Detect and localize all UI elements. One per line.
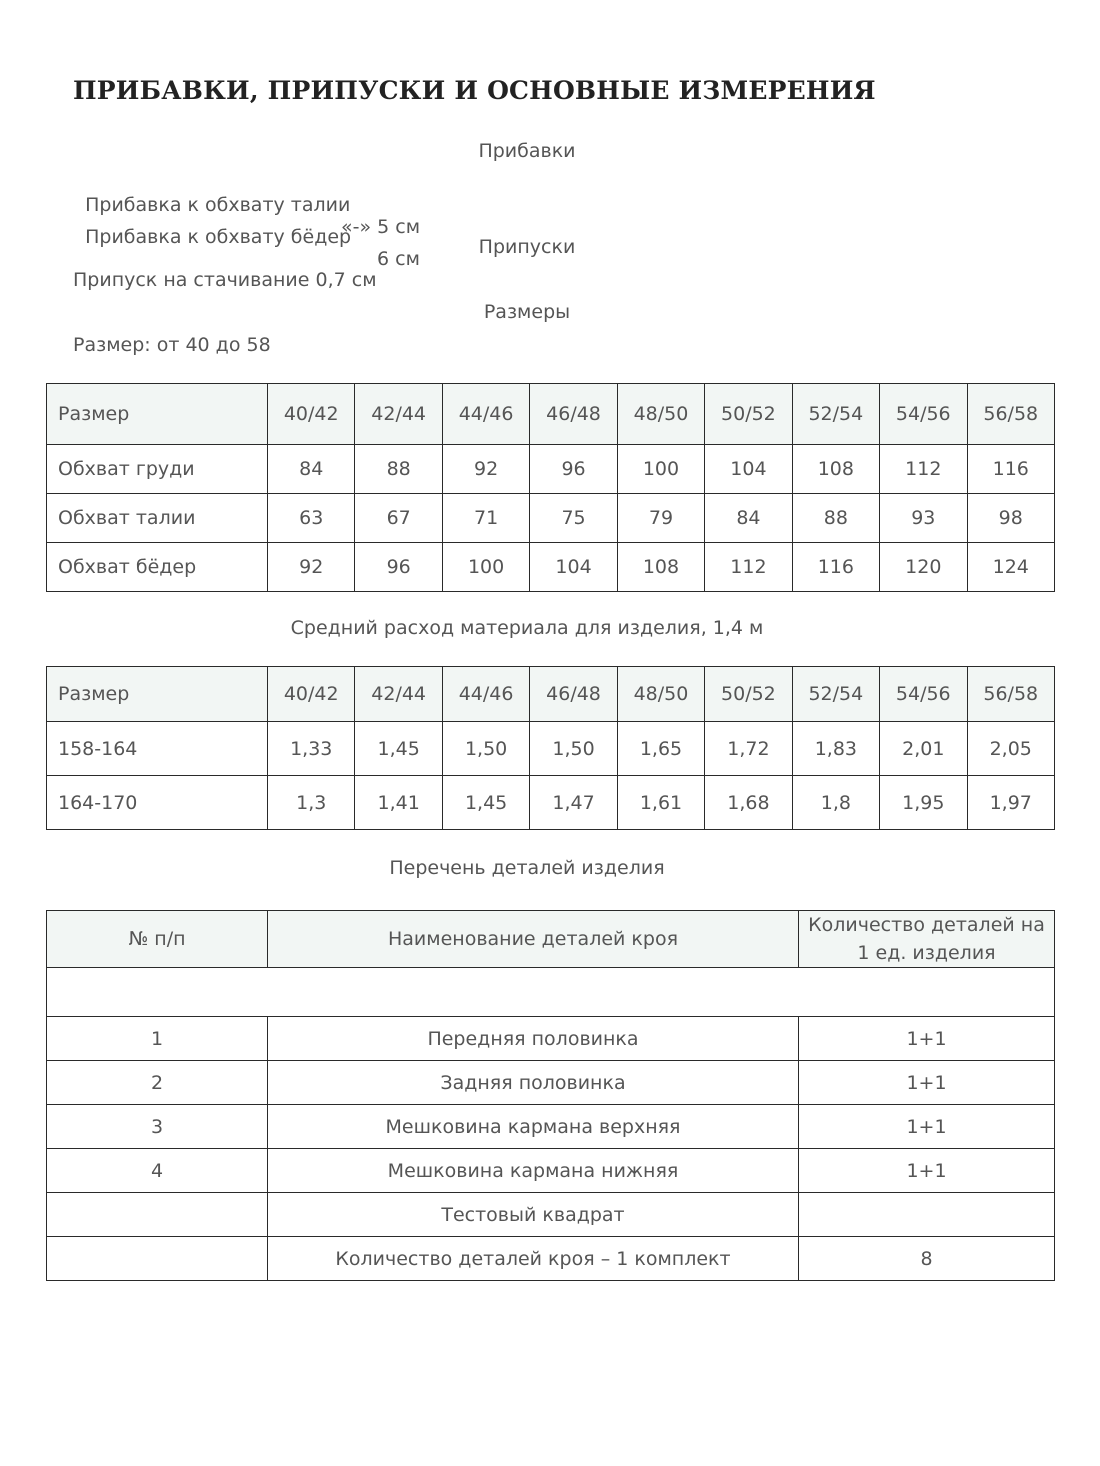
table-cell: 1,95 (880, 776, 967, 830)
table-cell: 1,33 (268, 722, 355, 776)
table-cell: 100 (617, 445, 704, 494)
header-cell: 42/44 (355, 667, 442, 722)
waist-allowance-label: Прибавка к обхвату талии (85, 194, 351, 216)
table-cell: 96 (530, 445, 617, 494)
table-cell: 88 (792, 494, 879, 543)
part-quantity: 1+1 (799, 1149, 1055, 1193)
total-quantity: 8 (799, 1237, 1055, 1281)
table-cell: 1,97 (967, 776, 1055, 830)
part-quantity: 1+1 (799, 1105, 1055, 1149)
table-cell: 84 (705, 494, 792, 543)
parts-heading: Перечень деталей изделия (389, 857, 665, 879)
table-cell: 79 (617, 494, 704, 543)
size-measurements-table (46, 383, 1055, 592)
table-cell: 104 (705, 445, 792, 494)
table-cell: 1,50 (442, 722, 529, 776)
table-cell: 124 (967, 543, 1055, 592)
table-cell: 67 (355, 494, 442, 543)
part-name: Мешковина кармана верхняя (268, 1105, 799, 1149)
table-row (47, 1105, 1055, 1149)
table-header-row (47, 667, 1055, 722)
header-cell: 44/46 (442, 667, 529, 722)
header-cell-number: № п/п (47, 911, 268, 968)
row-label: Обхват груди (47, 445, 268, 494)
table-row (47, 494, 1055, 543)
part-name: Задняя половинка (268, 1061, 799, 1105)
table-row (47, 543, 1055, 592)
row-label: Обхват бёдер (47, 543, 268, 592)
table-cell: 1,83 (792, 722, 879, 776)
header-cell: 44/46 (442, 384, 529, 445)
hips-allowance-label: Прибавка к обхвату бёдер (85, 226, 352, 248)
table-cell: 93 (880, 494, 967, 543)
table-cell: 92 (442, 445, 529, 494)
header-cell: 56/58 (967, 384, 1055, 445)
hips-allowance-value: 6 см (377, 248, 420, 270)
part-name: Тестовый квадрат (268, 1193, 799, 1237)
table-row (47, 445, 1055, 494)
header-cell: 40/42 (268, 384, 355, 445)
header-cell: 50/52 (705, 384, 792, 445)
table-cell: 1,3 (268, 776, 355, 830)
total-row (47, 1237, 1055, 1281)
table-cell: 1,8 (792, 776, 879, 830)
part-number: 3 (47, 1105, 268, 1149)
row-label: 164-170 (47, 776, 268, 830)
part-number: 4 (47, 1149, 268, 1193)
page-title: ПРИБАВКИ, ПРИПУСКИ И ОСНОВНЫЕ ИЗМЕРЕНИЯ (73, 76, 876, 105)
table-cell: 88 (355, 445, 442, 494)
table-cell: 92 (268, 543, 355, 592)
table-cell: 1,45 (442, 776, 529, 830)
table-cell: 116 (967, 445, 1055, 494)
header-cell: 54/56 (880, 384, 967, 445)
table-cell: 1,50 (530, 722, 617, 776)
part-number (47, 1237, 268, 1281)
table-cell: 100 (442, 543, 529, 592)
part-number: 1 (47, 1017, 268, 1061)
table-cell: 1,72 (705, 722, 792, 776)
header-cell-name: Наименование деталей кроя (268, 911, 799, 968)
header-cell: 50/52 (705, 667, 792, 722)
table-header-row (47, 384, 1055, 445)
table-cell: 2,01 (880, 722, 967, 776)
header-cell: 48/50 (617, 384, 704, 445)
header-cell: 46/48 (530, 384, 617, 445)
table-row (47, 722, 1055, 776)
row-label: 158-164 (47, 722, 268, 776)
waist-allowance-value: «-» 5 см (341, 216, 421, 238)
table-cell: 108 (617, 543, 704, 592)
table-cell: 1,68 (705, 776, 792, 830)
table-row (47, 1061, 1055, 1105)
part-name: Мешковина кармана нижняя (268, 1149, 799, 1193)
table-cell: 1,45 (355, 722, 442, 776)
row-label: Обхват талии (47, 494, 268, 543)
table-cell: 120 (880, 543, 967, 592)
table-cell: 1,65 (617, 722, 704, 776)
header-cell: Размер (47, 384, 268, 445)
table-row (47, 1017, 1055, 1061)
table-cell: 104 (530, 543, 617, 592)
table-row (47, 1149, 1055, 1193)
seams-heading: Припуски (478, 236, 576, 258)
total-label: Количество деталей кроя – 1 комплект (268, 1237, 799, 1281)
table-cell: 71 (442, 494, 529, 543)
part-quantity: 1+1 (799, 1017, 1055, 1061)
table-cell: 108 (792, 445, 879, 494)
table-cell: 2,05 (967, 722, 1055, 776)
header-cell: 52/54 (792, 384, 879, 445)
part-name: Передняя половинка (268, 1017, 799, 1061)
header-cell: 40/42 (268, 667, 355, 722)
seam-allowance-text: Припуск на стачивание 0,7 см (73, 269, 377, 291)
header-cell: Размер (47, 667, 268, 722)
table-cell: 112 (880, 445, 967, 494)
header-cell: 46/48 (530, 667, 617, 722)
table-header-row (47, 911, 1055, 968)
table-cell: 116 (792, 543, 879, 592)
table-cell: 1,61 (617, 776, 704, 830)
parts-list-table (46, 910, 1055, 1281)
table-cell: 1,41 (355, 776, 442, 830)
header-quantity-line1: Количество деталей на (808, 914, 1045, 936)
sizes-heading: Размеры (483, 301, 571, 323)
header-cell: 48/50 (617, 667, 704, 722)
table-cell: 96 (355, 543, 442, 592)
table-cell: 98 (967, 494, 1055, 543)
table-cell: 84 (268, 445, 355, 494)
blank-cell (47, 968, 1055, 1017)
header-cell: 54/56 (880, 667, 967, 722)
table-cell: 112 (705, 543, 792, 592)
part-quantity (799, 1193, 1055, 1237)
table-cell: 75 (530, 494, 617, 543)
header-cell: 52/54 (792, 667, 879, 722)
part-number (47, 1193, 268, 1237)
material-consumption-table (46, 666, 1055, 830)
size-range-text: Размер: от 40 до 58 (73, 334, 271, 356)
consumption-heading: Средний расход материала для изделия, 1,4 м (290, 617, 764, 639)
part-number: 2 (47, 1061, 268, 1105)
header-cell: 42/44 (355, 384, 442, 445)
part-quantity: 1+1 (799, 1061, 1055, 1105)
table-row (47, 776, 1055, 830)
allowances-heading: Прибавки (478, 140, 576, 162)
table-cell: 63 (268, 494, 355, 543)
header-cell-quantity (799, 911, 1055, 968)
blank-row (47, 968, 1055, 1017)
header-cell: 56/58 (967, 667, 1055, 722)
header-quantity-line2: 1 ед. изделия (857, 942, 996, 964)
table-cell: 1,47 (530, 776, 617, 830)
table-row (47, 1193, 1055, 1237)
